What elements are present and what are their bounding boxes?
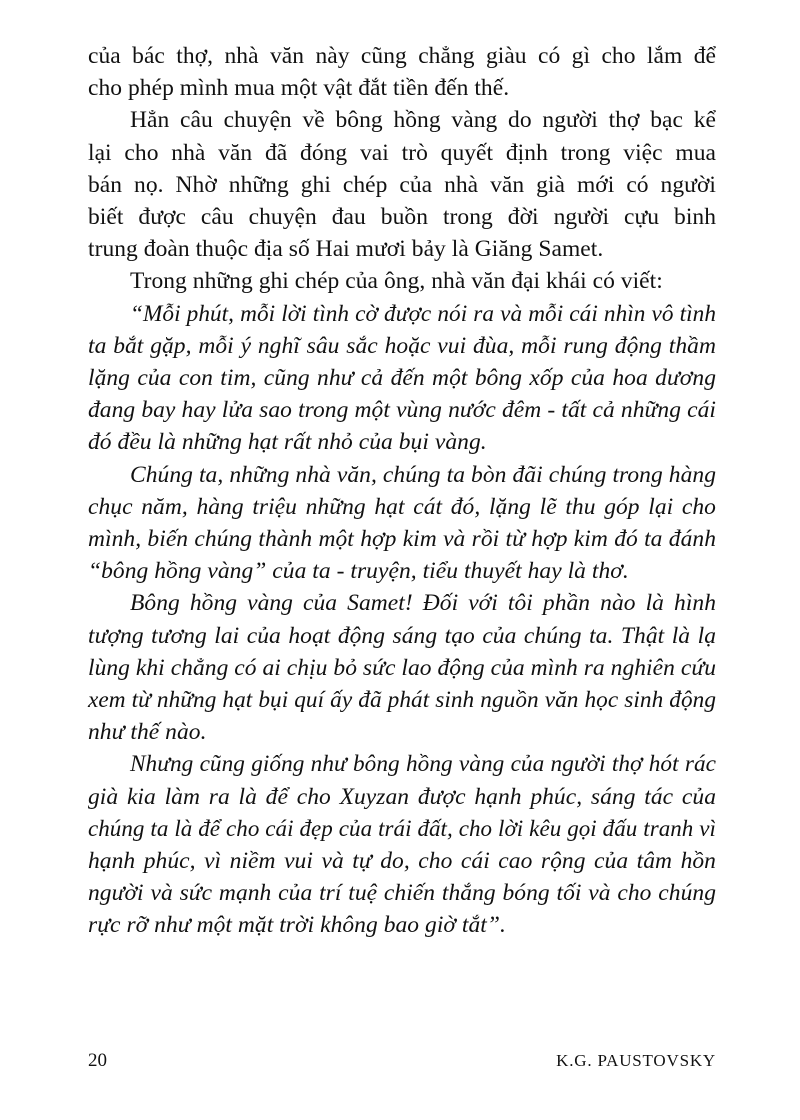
paragraph-p1: [88, 40, 716, 104]
text-line: hạnh phúc, vì niềm vui và tự do, cho cái cao rộng của tâm hồn: [88, 848, 716, 875]
text-line: xem từ những hạt bụi quí ấy đã phát sinh nguồn văn học sinh động: [88, 687, 716, 714]
text-line: Nhưng cũng giống như bông hồng vàng của người thợ hót rác: [130, 751, 716, 778]
page-footer: [88, 1050, 716, 1072]
text-line: lại cho nhà văn đã đóng vai trò quyết định trong việc mua: [88, 139, 716, 166]
text-line: chục năm, hàng triệu những hạt cát đó, lặng lẽ thu góp lại cho: [88, 493, 716, 520]
page-number: 20: [88, 1050, 107, 1071]
text-line: chúng ta là để cho cái đẹp của trái đất, cho lời kêu gọi đấu tranh vì: [88, 815, 716, 841]
running-footer-author: K.G. PAUSTOVSKY: [556, 1051, 716, 1070]
text-line: như thế nào.: [88, 719, 207, 746]
text-line: người và sức mạnh của trí tuệ chiến thắng bóng tối và cho chúng: [88, 880, 716, 907]
text-line: lùng khi chẳng có ai chịu bỏ sức lao động của mình ra nghiên cứu: [88, 654, 716, 681]
text-line: rực rỡ như một mặt trời không bao giờ tắt”.: [88, 912, 506, 939]
text-line: đang bay hay lửa sao trong một vùng nước đêm - tất cả những cái: [88, 397, 716, 424]
paragraph-p3: [88, 265, 716, 297]
text-line: Hẳn câu chuyện về bông hồng vàng do người thợ bạc kể: [130, 107, 716, 134]
paragraph-p6: [88, 587, 716, 748]
paragraph-p7: [88, 748, 716, 941]
text-line: cho phép mình mua một vật đắt tiền đến thế.: [88, 75, 510, 102]
text-line: trung đoàn thuộc địa số Hai mươi bảy là Giăng Samet.: [88, 236, 604, 263]
text-line: lặng của con tim, cũng như cả đến một bông xốp của hoa dương: [88, 365, 716, 392]
text-line: ta bắt gặp, mỗi ý nghĩ sâu sắc hoặc vui đùa, mỗi rung động thầm: [88, 332, 716, 359]
text-line: già kia làm ra là để cho Xuyzan được hạnh phúc, sáng tác của: [88, 783, 716, 810]
page-body-text: [88, 40, 716, 942]
text-line: “Mỗi phút, mỗi lời tình cờ được nói ra và mỗi cái nhìn vô tình: [130, 300, 716, 327]
text-line: mình, biến chúng thành một hợp kim và rồi từ hợp kim đó ta đánh: [88, 526, 716, 553]
text-line: biết được câu chuyện đau buồn trong đời người cựu binh: [88, 204, 716, 231]
paragraph-p5: [88, 459, 716, 588]
paragraph-p2: [88, 104, 716, 265]
text-line: Chúng ta, những nhà văn, chúng ta bòn đãi chúng trong hàng: [130, 461, 716, 488]
text-line: “bông hồng vàng” của ta - truyện, tiểu thuyết hay là thơ.: [88, 558, 629, 585]
text-line: bán nọ. Nhờ những ghi chép của nhà văn già mới có người: [88, 171, 716, 198]
text-line: Trong những ghi chép của ông, nhà văn đại khái có viết:: [130, 268, 663, 295]
paragraph-p4: [88, 298, 716, 459]
text-line: Bông hồng vàng của Samet! Đối với tôi phần nào là hình: [130, 590, 716, 617]
text-line: của bác thợ, nhà văn này cũng chẳng giàu có gì cho lắm để: [88, 43, 716, 69]
text-line: tượng tương lai của hoạt động sáng tạo của chúng ta. Thật là lạ: [88, 622, 716, 649]
text-line: đó đều là những hạt rất nhỏ của bụi vàng.: [88, 429, 487, 456]
